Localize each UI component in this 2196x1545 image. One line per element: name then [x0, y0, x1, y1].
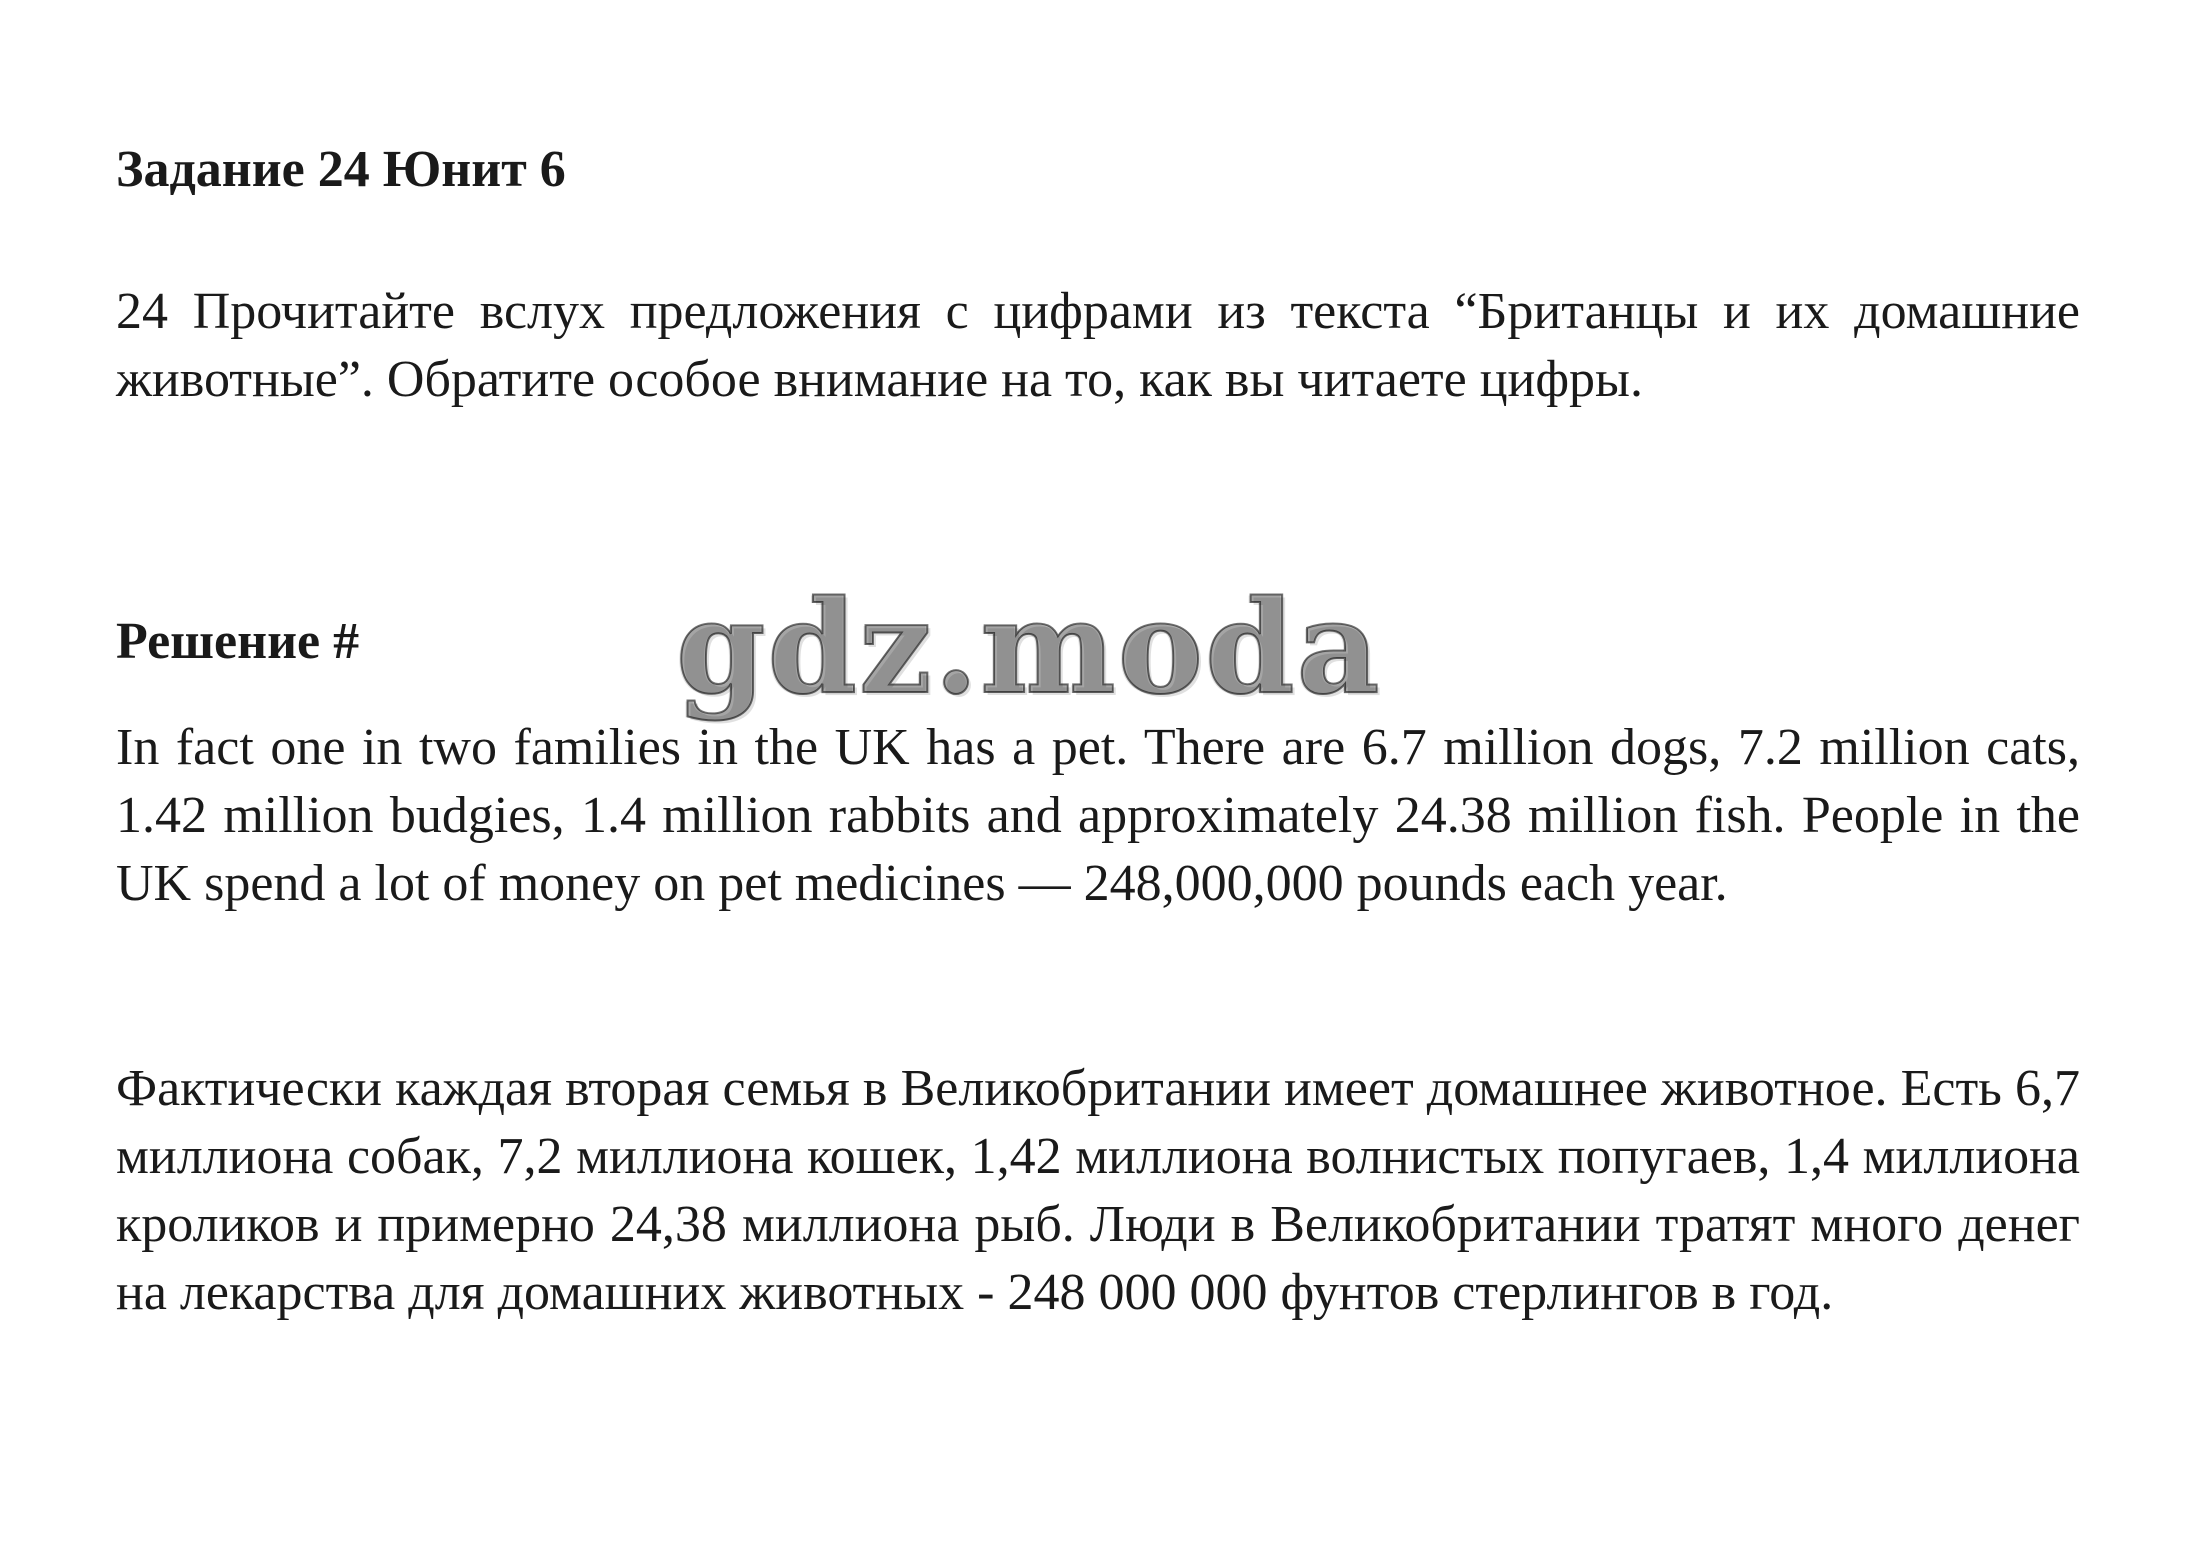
watermark-logo: gdz.moda: [676, 573, 1382, 723]
solution-english-text: In fact one in two families in the UK has a pet. There are 6.7 million dogs, 7.2 million cats, 1.42 million budgies, 1.4 million rabbits and approximately 24.38 million fish. People in the UK spend a lot of money on pet medicines — 248,000,000 pounds each year.: [116, 719, 2080, 912]
solution-russian-text: Фактически каждая вторая семья в Великобритании имеет домашнее животное. Есть 6,7 миллиона собак, 7,2 миллиона кошек, 1,42 миллиона волнистых попугаев, 1,4 миллиона кроликов и примерно 24,38 миллиона рыб. Люди в Великобритании тратят много денег на лекарства для домашних животных - 248 000 000 фунтов стерлингов в год.: [116, 1060, 2080, 1321]
task-text: 24 Прочитайте вслух предложения с цифрами из текста “Британцы и их домашние животные”. Обратите особое внимание на то, как вы читаете цифры.: [116, 283, 2080, 408]
solution-title: Решение #: [116, 613, 360, 670]
task-title: Задание 24 Юнит 6: [116, 141, 566, 198]
